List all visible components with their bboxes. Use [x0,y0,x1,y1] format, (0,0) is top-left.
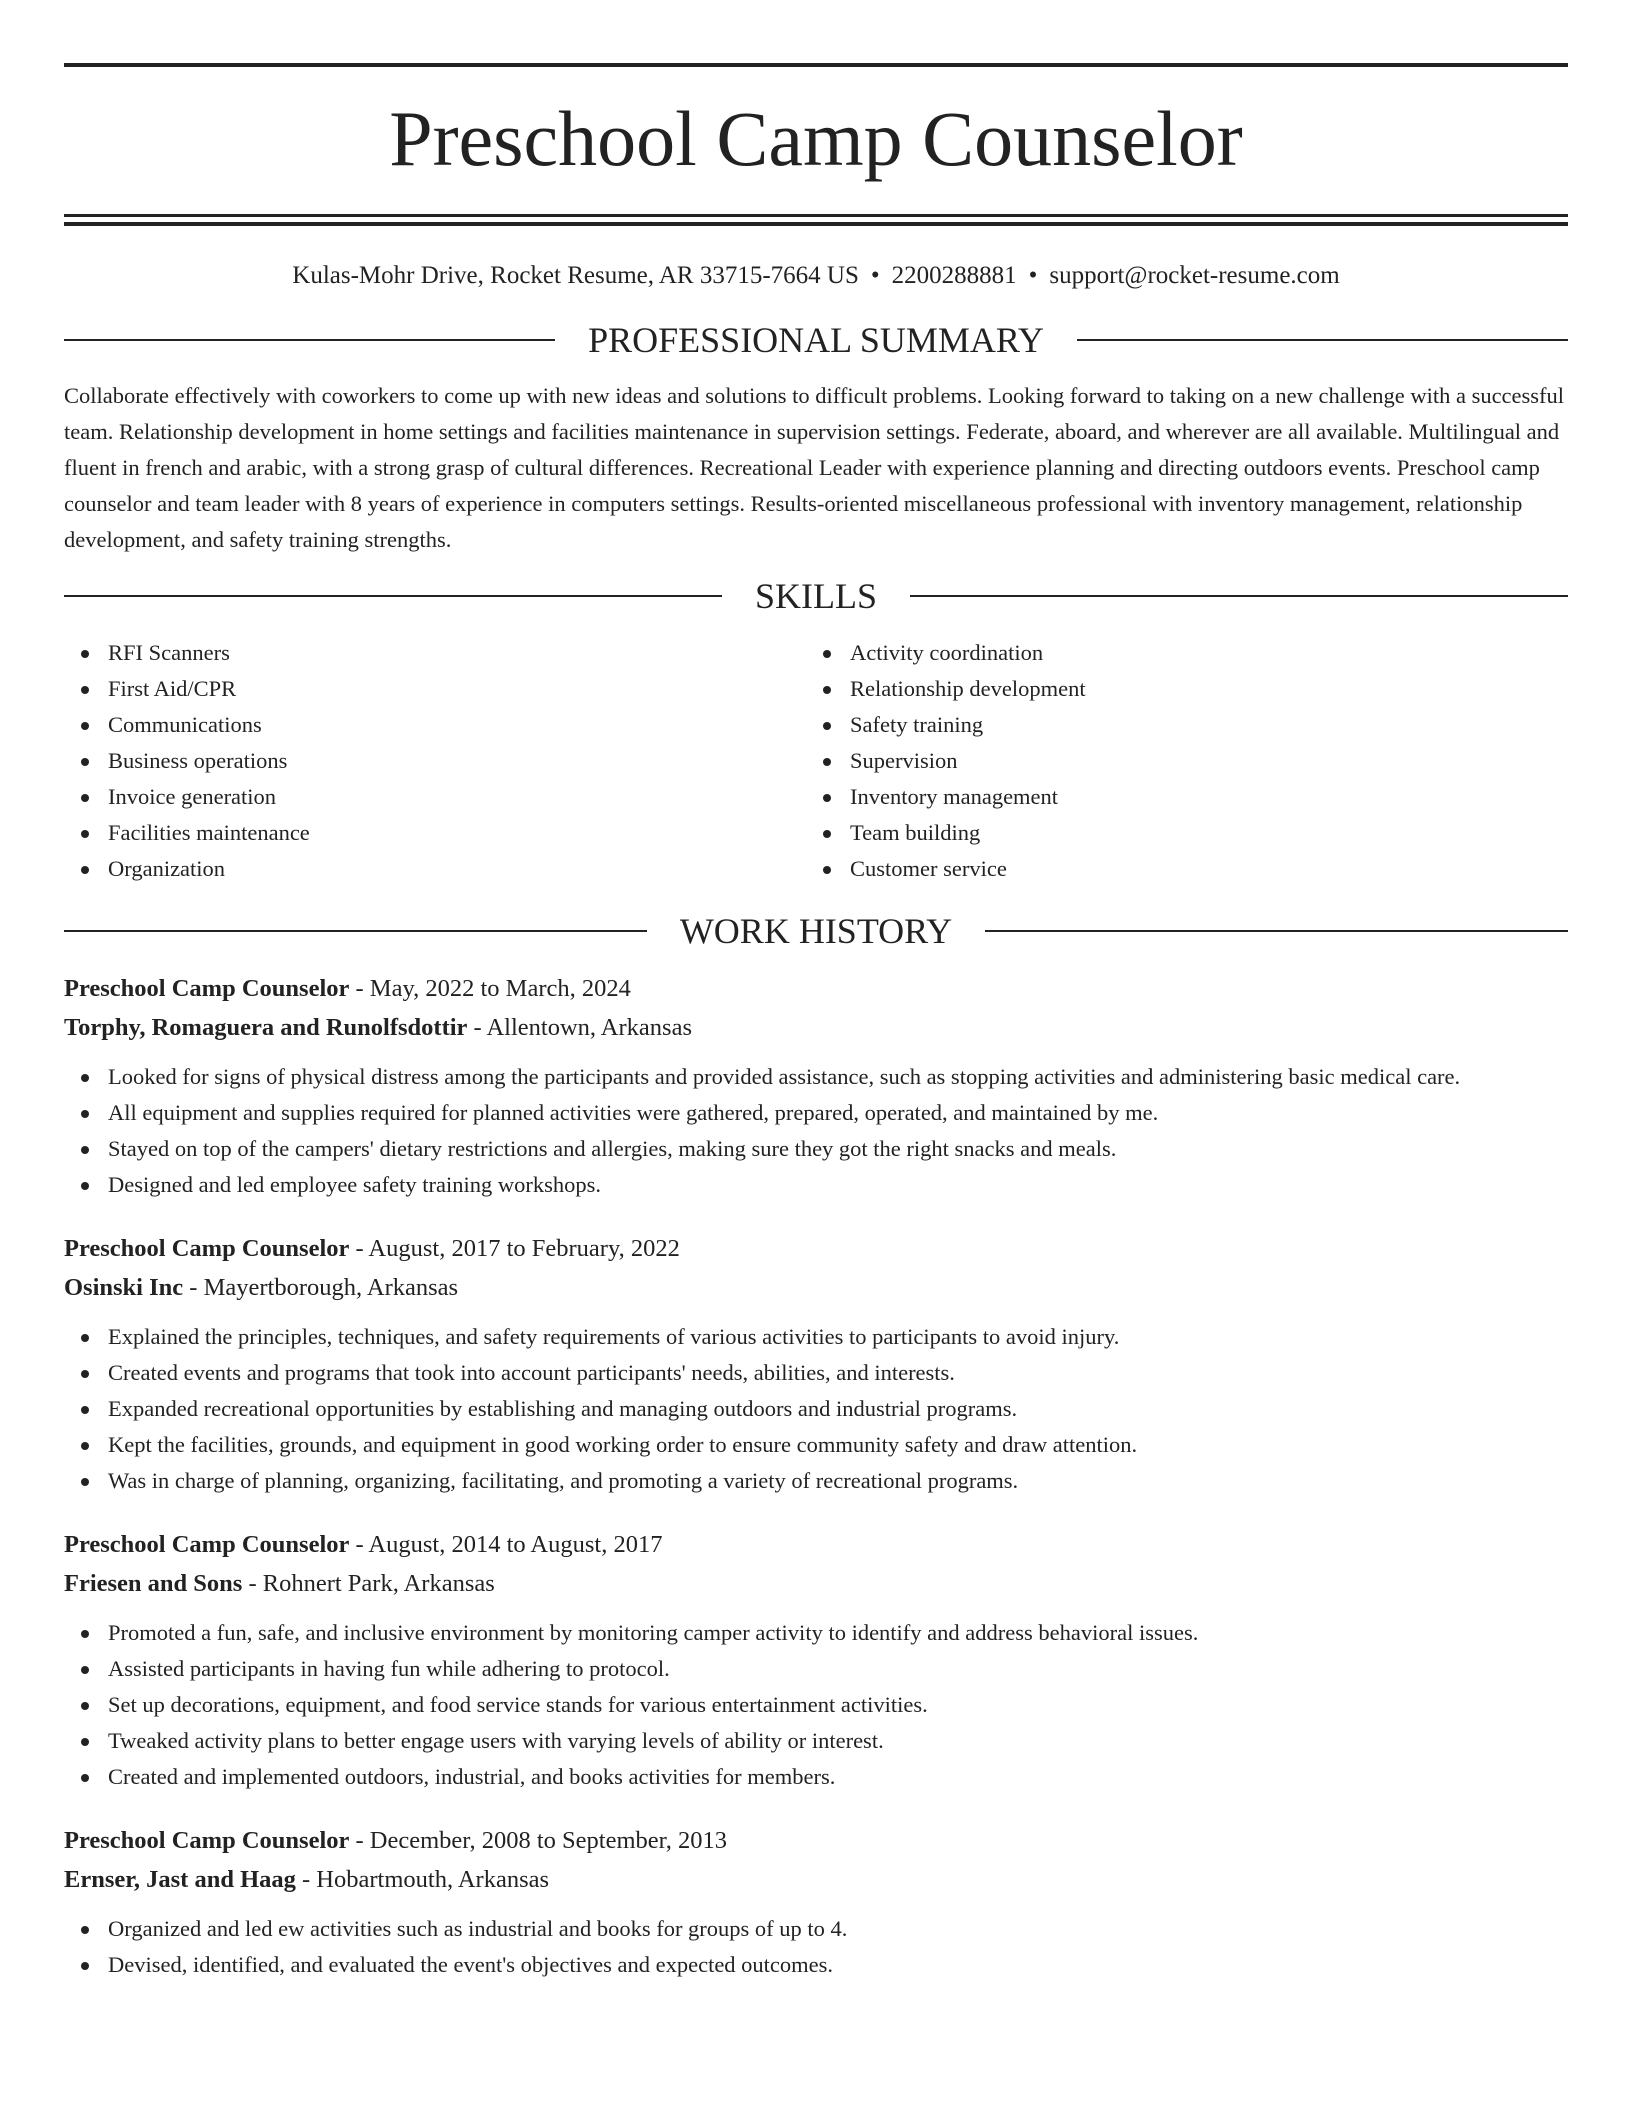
heading-rule-left [64,595,722,597]
list-item-text: Inventory management [850,784,1059,809]
skill-item [806,815,1548,851]
bullet-icon [81,1926,89,1934]
skill-item [806,851,1548,887]
bullet-icon [81,1370,89,1378]
contact-separator: • [870,262,880,289]
heading-rule-right [910,595,1568,597]
list-item-text: Safety training [850,712,984,737]
skill-item [806,743,1548,779]
skill-item [64,635,806,671]
job-title: Preschool Camp Counselor [64,1235,350,1262]
bullet-icon [823,686,831,694]
job-title-line [64,1229,1568,1268]
list-item-text: Communications [108,712,262,737]
job-entry [64,1821,1568,1983]
bullet-icon [81,1334,89,1342]
skill-item [64,815,806,851]
job-bullets [64,1059,1568,1203]
list-item-text: Team building [850,820,981,845]
list-item-text: RFI Scanners [108,640,230,665]
skill-item [64,779,806,815]
job-bullet [64,1723,1568,1759]
job-bullets [64,1911,1568,1983]
bullet-icon [81,866,89,874]
list-item-text: Activity coordination [850,640,1044,665]
work-title: WORK HISTORY [679,911,953,951]
list-item-text: Supervision [850,748,958,773]
skills-list-left [64,635,806,887]
job-company-line [64,1564,1568,1603]
job-title-line [64,1821,1568,1860]
list-item-text: Looked for signs of physical distress among the participants and provided assistance, such as stopping activities and administering basic medical care. [108,1064,1461,1089]
job-bullet [64,1463,1568,1499]
skill-item [806,779,1548,815]
job-entry [64,1229,1568,1499]
job-location: - Allentown, Arkansas [467,1014,692,1041]
heading-rule-left [64,339,555,341]
skills-title: SKILLS [755,576,878,616]
job-bullet [64,1059,1568,1095]
job-bullet [64,1167,1568,1203]
job-company: Torphy, Romaguera and Runolfsdottir [64,1014,468,1041]
list-item-text: Stayed on top of the campers' dietary restrictions and allergies, making sure they got the right snacks and meals. [108,1136,1117,1161]
bullet-icon [81,1442,89,1450]
bullet-icon [823,650,831,658]
list-item-text: Organized and led ew activities such as industrial and books for groups of up to 4. [108,1916,848,1941]
bullet-icon [823,794,831,802]
contact-phone: 2200288881 [891,262,1017,289]
list-item-text: Set up decorations, equipment, and food service stands for various entertainment activities. [108,1692,928,1717]
job-location: - Hobartmouth, Arkansas [295,1866,550,1893]
job-bullet [64,1687,1568,1723]
bullet-icon [823,866,831,874]
job-title-line [64,969,1568,1008]
job-dates: - December, 2008 to September, 2013 [349,1827,728,1854]
title-double-rule [64,214,1568,226]
list-item-text: Designed and led employee safety training workshops. [108,1172,602,1197]
summary-title: PROFESSIONAL SUMMARY [588,320,1044,360]
list-item-text: Assisted participants in having fun while adhering to protocol. [108,1656,670,1681]
bullet-icon [81,758,89,766]
skills-list-right [806,635,1548,887]
list-item-text: Business operations [108,748,288,773]
bullet-icon [81,1774,89,1782]
job-title: Preschool Camp Counselor [64,975,350,1002]
heading-rule-right [1077,339,1568,341]
list-item-text: Tweaked activity plans to better engage users with varying levels of ability or interest. [108,1728,884,1753]
list-item-text: Created and implemented outdoors, industrial, and books activities for members. [108,1764,836,1789]
job-title-line [64,1525,1568,1564]
list-item-text: Kept the facilities, grounds, and equipment in good working order to ensure community safety and draw attention. [108,1432,1138,1457]
bullet-icon [81,1182,89,1190]
job-location: - Mayertborough, Arkansas [183,1274,459,1301]
resume-page [64,0,1568,1983]
job-bullet [64,1319,1568,1355]
bullet-icon [81,1110,89,1118]
list-item-text: Created events and programs that took into account participants' needs, abilities, and interests. [108,1360,955,1385]
heading-rule-left [64,930,647,932]
skill-item [64,743,806,779]
summary-heading [64,318,1568,362]
bullet-icon [81,722,89,730]
list-item-text: Relationship development [850,676,1086,701]
list-item-text: Invoice generation [108,784,277,809]
job-entry [64,1525,1568,1795]
skills-columns [64,635,1568,887]
job-company: Ernser, Jast and Haag [64,1866,296,1893]
skill-item [806,635,1548,671]
job-company-line [64,1268,1568,1307]
bullet-icon [81,830,89,838]
job-bullet [64,1911,1568,1947]
top-rule [64,63,1568,67]
job-title: Preschool Camp Counselor [64,1827,350,1854]
bullet-icon [81,1630,89,1638]
work-heading [64,909,1568,953]
job-company: Friesen and Sons [64,1570,243,1597]
job-company-line [64,1008,1568,1047]
job-bullet [64,1615,1568,1651]
skills-heading [64,574,1568,618]
bullet-icon [81,1478,89,1486]
heading-rule-right [985,930,1568,932]
bullet-icon [823,758,831,766]
bullet-icon [823,722,831,730]
job-company-line [64,1860,1568,1899]
skill-item [806,671,1548,707]
bullet-icon [81,650,89,658]
job-entry [64,969,1568,1203]
skill-item [64,851,806,887]
resume-title: Preschool Camp Counselor [389,95,1243,182]
job-bullets [64,1615,1568,1795]
list-item-text: Was in charge of planning, organizing, facilitating, and promoting a variety of recreational programs. [108,1468,1019,1493]
list-item-text: Facilities maintenance [108,820,310,845]
job-bullet [64,1095,1568,1131]
list-item-text: Explained the principles, techniques, and safety requirements of various activities to participants to avoid injury. [108,1324,1120,1349]
list-item-text: Promoted a fun, safe, and inclusive environment by monitoring camper activity to identify and address behavioral issues. [108,1620,1199,1645]
skill-item [64,671,806,707]
list-item-text: First Aid/CPR [108,676,237,701]
list-item-text: All equipment and supplies required for planned activities were gathered, prepared, operated, and maintained by me. [108,1100,1159,1125]
bullet-icon [81,1074,89,1082]
work-history-list [64,969,1568,1983]
job-dates: - May, 2022 to March, 2024 [349,975,631,1002]
list-item-text: Customer service [850,856,1007,881]
bullet-icon [81,686,89,694]
contact-line [64,262,1568,290]
job-dates: - August, 2017 to February, 2022 [349,1235,680,1262]
job-bullet [64,1355,1568,1391]
list-item-text: Organization [108,856,226,881]
bullet-icon [81,1666,89,1674]
job-company: Osinski Inc [64,1274,184,1301]
contact-separator: • [1028,262,1038,289]
job-bullet [64,1759,1568,1795]
list-item-text: Devised, identified, and evaluated the event's objectives and expected outcomes. [108,1952,834,1977]
contact-address: Kulas-Mohr Drive, Rocket Resume, AR 33715-7664 US [292,262,859,289]
job-title: Preschool Camp Counselor [64,1531,350,1558]
job-bullet [64,1131,1568,1167]
job-bullet [64,1391,1568,1427]
job-dates: - August, 2014 to August, 2017 [349,1531,663,1558]
job-bullet [64,1947,1568,1983]
bullet-icon [81,1146,89,1154]
job-bullets [64,1319,1568,1499]
bullet-icon [81,1962,89,1970]
bullet-icon [81,1406,89,1414]
job-bullet [64,1427,1568,1463]
bullet-icon [81,1738,89,1746]
skill-item [806,707,1548,743]
bullet-icon [823,830,831,838]
job-location: - Rohnert Park, Arkansas [242,1570,495,1597]
bullet-icon [81,794,89,802]
bullet-icon [81,1702,89,1710]
summary-paragraph: Collaborate effectively with coworkers to come up with new ideas and solutions to difficult problems. Looking forward to taking on a new challenge with a successful team. Relationship development in home settings and facilities maintenance in supervision settings. Federate, aboard, and wherever are all available. Multilingual and fluent in french and arabic, with a strong grasp of cultural differences. Recreational Leader with experience planning and directing outdoors events. Preschool camp counselor and team leader with 8 years of experience in computers settings. Results-oriented miscellaneous professional with inventory management, relationship development, and safety training strengths. [64,383,1565,552]
skill-item [64,707,806,743]
job-bullet [64,1651,1568,1687]
list-item-text: Expanded recreational opportunities by establishing and managing outdoors and industrial programs. [108,1396,1018,1421]
contact-email: support@rocket-resume.com [1049,262,1340,289]
